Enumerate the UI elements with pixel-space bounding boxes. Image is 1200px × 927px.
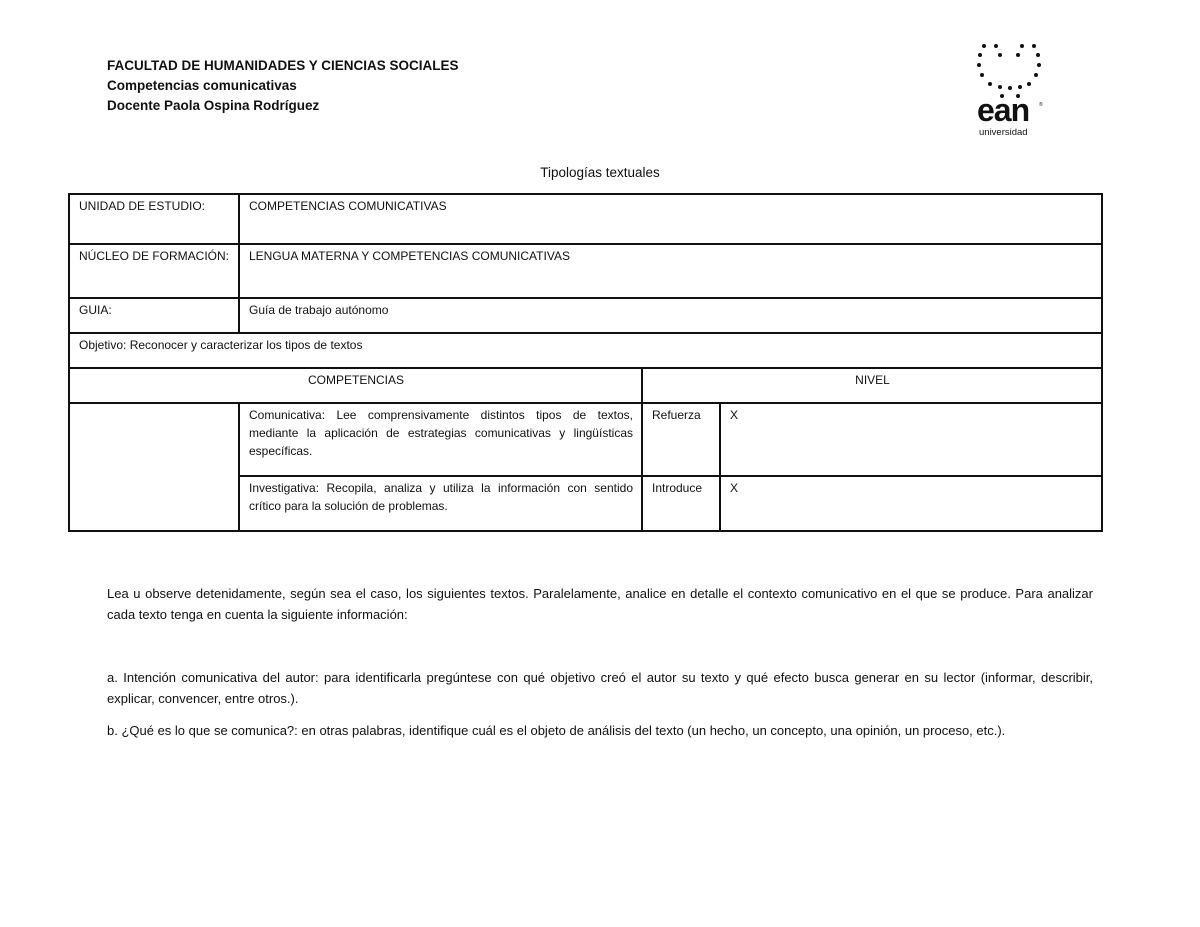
item-a-paragraph: a. Intención comunicativa del autor: para identificarla pregúntese con qué objetivo creó el autor su texto y qué efecto busca generar en su lector (informar, describir, explicar, convencer, entre otros.).: [107, 670, 1093, 706]
logo-wordmark: ean: [977, 92, 1030, 128]
competencia-text: Comunicativa: Lee comprensivamente distintos tipos de textos, mediante la aplicación de estrategias comunicativas y lingüísticas específicas.: [239, 403, 642, 476]
table-row: [69, 403, 1102, 476]
unidad-value: COMPETENCIAS COMUNICATIVAS: [239, 194, 1102, 244]
competencia-text: Investigativa: Recopila, analiza y utiliza la información con sentido crítico para la solución de problemas.: [239, 476, 642, 531]
logo-dots-icon: [972, 40, 1052, 98]
empty-cell: [69, 403, 239, 531]
table-row: [69, 194, 1102, 244]
nucleo-value: LENGUA MATERNA Y COMPETENCIAS COMUNICATIVAS: [239, 244, 1102, 298]
nivel-mark: X: [720, 476, 1102, 531]
logo-subtitle: universidad: [979, 127, 1028, 138]
nivel-value: Refuerza: [642, 403, 720, 476]
table-row: [69, 298, 1102, 333]
document-title: Tipologías textuales: [540, 165, 660, 180]
unidad-label: UNIDAD DE ESTUDIO:: [69, 194, 239, 244]
document-header: [107, 56, 459, 116]
faculty-name: FACULTAD DE HUMANIDADES Y CIENCIAS SOCIALES: [107, 58, 459, 73]
course-name: Competencias comunicativas: [107, 78, 297, 93]
table-row: [69, 333, 1102, 368]
guia-value: Guía de trabajo autónomo: [239, 298, 1102, 333]
nivel-value: Introduce: [642, 476, 720, 531]
table-row: [69, 368, 1102, 403]
course-info-table: [68, 193, 1103, 532]
ean-logo: [972, 40, 1052, 140]
objective: Objetivo: Reconocer y caracterizar los tipos de textos: [69, 333, 1102, 368]
nivel-mark: X: [720, 403, 1102, 476]
item-b-paragraph: b. ¿Qué es lo que se comunica?: en otras palabras, identifique cuál es el objeto de análisis del texto (un hecho, un concepto, una opinión, un proceso, etc.).: [107, 723, 1006, 738]
nucleo-label: NÚCLEO DE FORMACIÓN:: [69, 244, 239, 298]
table-row: [69, 244, 1102, 298]
logo-registered: ®: [1039, 102, 1043, 108]
competencias-header: COMPETENCIAS: [69, 368, 642, 403]
nivel-header: NIVEL: [642, 368, 1102, 403]
teacher-name: Docente Paola Ospina Rodríguez: [107, 98, 320, 113]
guia-label: GUIA:: [69, 298, 239, 333]
intro-paragraph: Lea u observe detenidamente, según sea el caso, los siguientes textos. Paralelamente, analice en detalle el contexto comunicativo en el que se produce. Para analizar cada texto tenga en cuenta la siguiente información:: [107, 586, 1093, 622]
